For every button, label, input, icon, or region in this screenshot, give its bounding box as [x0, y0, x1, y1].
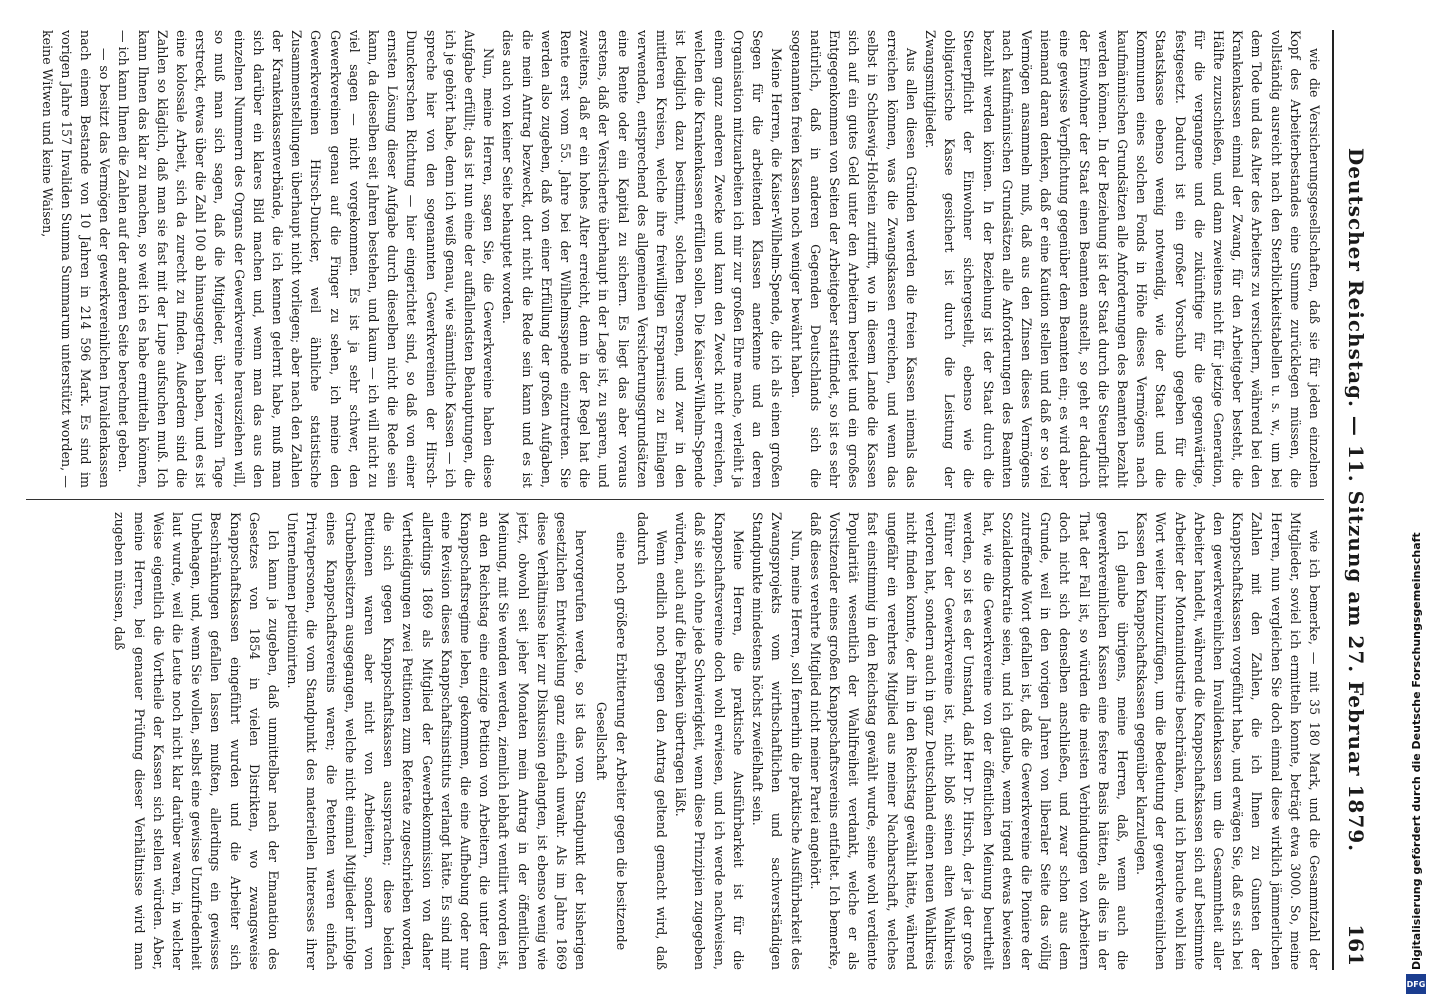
column-divider: [26, 499, 1324, 500]
paragraph: Meine Herren, die praktische Ausführbarkeit ist für die Knappschaftsvereine doch wohl erwiesen, und ich werde nachweisen, daß sie sich ohne jede Schwierigkeit, wenn diese Prinzipien zugegeben würden, auch auf die Fabriken übertragen läßt.: [673, 512, 746, 970]
paragraph: Nun, meine Herren, sagen Sie, die Gewerkvereine haben diese Aufgabe erfüllt; das ist nun eine der auffallendsten Behauptungen, die ich je gehört habe, denn ich weiß genau, wie sämmtliche Kassen — ich spreche hier von den sogenannten Gewerkvereinen der Hirsch-Dunckerschen Richtung — hier eingerichtet sind, so daß von einer ernsten Lösung dieser Aufgabe durch dieselben nicht die Rede sein kann, da dieselben seit Jahren bestehen, und kaum — ich will nicht zu viel sagen — nicht vorgekommen. Es ist ja sehr schwer, den Gewerkvereinen genau auf die Finger zu sehen, ich meine den Gewerkvereinen Hirsch-Duncker, weil ähnliche statistische Zusammenstellungen überhaupt nicht vorliegen; aber nach den Zahlen der Krankenkassenverbände, die ich kennen gelernt habe, muß man sich darüber ein klares Bild machen und, wenn man das aus den einzelnen Nummern des Organs der Gewerkvereine herausziehen will, so muß man sich sagen, daß die Mitglieder, über vierzehn Tage erstreckt, etwas über die Zahl 100 ab hinausgetragen haben, und es ist eine kolossale Arbeit, sich da zurecht zu finden. Außerdem sind die Zahlen so kläglich, daß man sie fast mit der Lupe aufsuchen muß. Ich kann Ihnen das klar zu machen, so weit ich es habe ermitteln können, — ich kann Ihnen die Zahlen auf der anderen Seite berechnet geben.: [116, 30, 497, 488]
paragraph: wie ich bemerke, — mit 35 180 Mark, und die Gesammtzahl der Mitglieder, soviel ich ermitteln konnte, beträgt etwa 3000. So, meine Herren, nun vergleichen Sie doch einmal diese wirklich jämmerlichen Zahlen mit den Zahlen, die ich Ihnen zu Gunsten der Knappschaftskassen vorgeführt habe, und erwägen Sie, daß es sich bei den gewerkvereinlichen Invalidenkassen um die Gesammtheit aller Arbeiter handelt, während die Knappschaftskassen sich auf bestimmte Arbeiter der Montanindustrie beschränken, und ich brauche wohl kein Wort weiter hinzuzufügen, um die Bedeutung der gewerkvereinlichen Kassen den Knappschaftskassen gegenüber klarzulegen.: [1134, 512, 1322, 970]
paragraph: hervorgerufen werde, so ist das vom Standpunkt der bisherigen gesetzlichen Entwickelung ganz einfach unwahr. Als im Jahre 1869 diese Verhältnisse hier zur Diskussion gelangten, ist ebenso wenig wie jetzt, obwohl seit jeher Monaten mein Antrag in der öffentlichen Meinung, mit Sie wenden werden, ziemlich lebhaft ventilirt worden ist, an den Reichstag eine einzige Petition von Arbeitern, die unter dem Knappschaftsregime leben, gekommen, die eine Aufhebung oder nur eine Revision dieses Knappschaftsinstituts verlangt hätte. Es sind mir allerdings 1869 als Mitglied der Gewerbekommission von daher Vertheidigungen zwei Petitionen zum Referate zugeschrieben worden, die sich gegen Knappschaftskassen aussprachen; diese beiden Petitionen waren aber nicht von Arbeitern, sondern von Grubenbesitzern ausgegangen, welche nicht einmal Mitglieder infolge eines Knappschaftsvereins waren; die Petenten waren einfach Privatpersonen, die vom Standpunkt des materiellen Interesses ihrer Unternehmen petitionirten.: [285, 512, 589, 970]
digitization-credit: Digitalisierung gefördert durch die Deutsche Forschungsgemeinschaft: [1410, 532, 1423, 970]
paragraph: wie die Versicherungsgesellschaften, daß sie für jeden einzelnen Kopf des Arbeiterbestandes eine Summe zurücklegen müssen, die vollständig ausreicht nach den Sterblichkeitstabellen u. s. w., um bei dem Tode und das Alter des Arbeiters zu versichern, während bei den Krankenkassen einmal der Zwang, für den Arbeitgeber besteht, die Hälfte zuzuschießen, und dann zweitens nicht für jetzige Generation, für die vergangene und die zukünftige für die gegenwärtige, festgesetzt. Dadurch ist ein großer Vorschub gegeben für die Staatskasse ebenso wenig notwendig, wie der Staat und die Kommunen eines solchen Fonds in Höhe dieses Vermögens nach kaufmännischen Grundsätzen alle Anforderungen des Beamten bezahlt werden können. In der Beziehung ist der Staat durch die Steuerpflicht der Einwohner der Staat einen Beamten anstellt, so geht er dadurch eine gewisse Verpflichtung gegenüber dem Beamten ein; es wird aber niemand daran denken, daß er eine Kaution stellen und daß er so viel Vermögen ansammeln muß, daß aus den Zinsen dieses Vermögens nach kaufmännischen Grundsätzen alle Anforderungen des Beamten bezahlt werden können. In der Beziehung ist der Staat durch die Steuerpflicht der Einwohner sichergestellt, ebenso wie die obligatorische Kasse gesichert ist durch die Leistung der Zwangsmitglieder.: [922, 30, 1322, 488]
dfg-logo: DFG: [1406, 974, 1426, 994]
page-title: Deutscher Reichstag. — 11. Sitzung am 27. Februar 1879.: [1344, 147, 1368, 853]
paragraph: — so besitzt das Vermögen der gewerkvereinlichen Invalidenkassen nach einem Bestande von 10 Jahren in 214 596 Mark. Es sind im vorigen Jahre 157 Invaliden Summa Summarum unterstützt worden, — keine Witwen und keine Waisen,: [39, 30, 113, 488]
page-number: 161: [1344, 924, 1368, 966]
paragraph: Wenn endlich noch gegen den Antrag geltend gemacht wird, daß dadurch: [634, 512, 670, 970]
quoted-line: eine noch größere Erbitterung der Arbeiter gegen die besitzende Gesellschaft: [594, 531, 629, 951]
paragraph: Ich glaube übrigens, meine Herren, daß, wenn auch die gewerkvereinlichen Kassen eine festere Basis hätten, als dies in der That der Fall ist, so würden die meisten Verbindungen von Arbeitern doch nicht sich denselben anschließen, und zwar schon aus dem Grunde, weil in den vorigen Jahren von liberaler Seite das völlig zutreffende Wort gefallen ist, daß die Gewerkvereine die Pioniere der Sozialdemokratie seien, und ich glaube, wenn irgend etwas bewiesen hat, wie die Gewerkvereine von der öffentlichen Meinung beurtheilt werden, so ist es der Umstand, daß Herr Dr. Hirsch, der ja der große Führer der Gewerkvereine ist, nicht bloß seinen alten Wahlkreis verloren hat, sondern auch in ganz Deutschland einen neuen Wahlkreis nicht finden konnte, der ihn in den Reichstag gewählt hätte, während ungefähr ein verehrtes Mitglied aus meiner Nachbarschaft, welches fast einstimmig in den Reichstag gewählt wurde, seine wohl verdiente Popularität wesentlich der Wahlfreiheit verdankt, welche er als Vorsitzender eines großen Knappschaftsvereins entfaltet. Ich bemerke, daß dieses verehrte Mitglied nicht meiner Partei angehört.: [807, 512, 1130, 970]
digitization-credit-strip: [1402, 0, 1432, 1000]
paragraph: Meine Herren, die Kaiser-Wilhelm-Spende, die ich als einen großen Segen für die arbeitenden Klassen anerkenne und an deren Organisation mitzuarbeiten ich mir zur großen Ehre mache, verleiht ja einem ganz anderen Zwecke und kann den Zweck nicht erreichen, welchen die Krankenkassen erfüllen sollen. Die Kaiser-Wilhelm-Spende ist lediglich dazu bestimmt, solchen Personen, und zwar in den mittleren Kreisen, welche ihre freiwilligen Ersparnisse zu Einlagen verwenden, entsprechend des allgemeinen Versicherungsgrundsätzen eine Rente oder ein Kapital zu sichern. Es liegt das aber voraus erstens, daß der Versicherte überhaupt in der Lage ist, zu sparen, und zweitens, daß er ein hohes Alter erreicht, denn in der Regel hat die Rente erst vom 55. Jahre bei der Wilhelmsspende einzutreten. Sie werden also zugeben, daß von einer Erfüllung der großen Aufgaben, die mein Antrag bezweckt, dort nicht die Rede sein kann und es ist dies auch von keiner Seite behauptet worden.: [500, 30, 785, 488]
right-column: [20, 512, 1324, 970]
paragraph: Aus allen diesen Gründen werden die freien Kassen niemals das erreichen können, was die Zwangskassen erreichen, und wenn das selbst in Schleswig-Holstein zutrifft, wo in diesem Lande die Kassen sich auf ein gutes Geld unter den Arbeitern bereitet und ein großes Entgegenkommen von Seiten der Arbeitgeber stattfindet, so ist es sehr natürlich, daß in anderen Gegenden Deutschlands sich die sogenannten freien Kassen noch weniger bewährt haben.: [788, 30, 919, 488]
page-header: [1332, 30, 1374, 970]
paragraph: Nun, meine Herren, soll fernerhin die praktische Ausführbarkeit des Zwangsprojekts vom wirthschaftlichen und sachverständigen Standpunkte mindestens höchst zweifelhaft sein.: [750, 512, 804, 970]
paragraph: Ich kann ja zugeben, daß unmittelbar nach der Emanation des Gesetzes von 1854 in vielen Distrikten, wo zwangsweise Knappschaftskassen eingeführt wurden und die Arbeiter sich Beschränkungen gefallen lassen mußten, allerdings ein gewisses Unbehagen, und, wenn Sie wollen, selbst eine gewisse Unzufriedenheit laut wurde, weil die Leute noch nicht klar darüber waren, in welcher Weise eigentlich die Vortheile der Kassen sich stellen würden. Aber, meine Herren, bei genauer Prüfung dieser Verhältnisse wird man zugeben müssen, daß: [112, 512, 282, 970]
left-column: [20, 30, 1324, 488]
